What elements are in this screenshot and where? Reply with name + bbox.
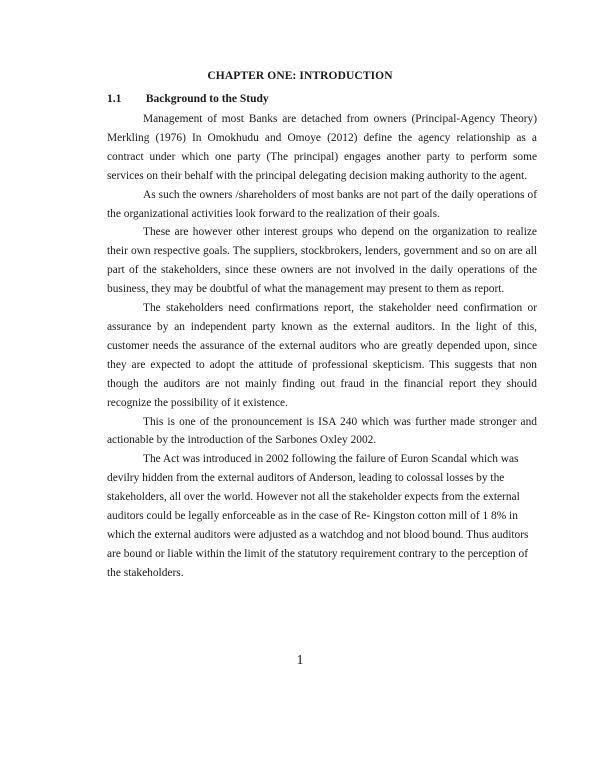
paragraph-4: The stakeholders need confirmations report, the stakeholder need confirmation or assurance by an independent party known as the external auditors. In the light of this, customer needs the assurance of the external auditors who are greatly depended upon, since they are expected to adopt the attitude of professional skepticism. This suggests that non though the auditors are not mainly finding out fraud in the financial report they should recognize the possibility of it existence.	[107, 302, 537, 409]
paragraph-6: The Act was introduced in 2002 following the failure of Euron Scandal which was devilry hidden from the external auditors of Anderson, leading to colossal losses by the stakeholders, all over the world. However not all the stakeholder expects from the external auditors could be legally enforceable as in the case of Re- Kingston cotton mill of 1 8% in which the external auditors were adjusted as a watchdog and not blood bound. Thus auditors are bound or liable within the limit of the statutory requirement contrary to the perception of the stakeholders.	[107, 453, 529, 579]
paragraph-5: This is one of the pronouncement is ISA 240 which was further made stronger and actionable by the introduction of the Sarbones Oxley 2002.	[107, 415, 537, 447]
paragraph-1: Management of most Banks are detached from owners (Principal-Agency Theory) Merkling (1976) In Omokhudu and Omoye (2012) define the agency relationship as a contract under which one party (The principal) engages another party to perform some services on their behalf with the principal delegating decision making authority to the agent.	[107, 113, 537, 182]
section-number: 1.1	[107, 93, 122, 105]
section-title: Background to the Study	[145, 93, 269, 105]
body-text	[107, 110, 537, 583]
section-heading	[107, 93, 269, 105]
page-number: 1	[296, 653, 304, 668]
chapter-title: CHAPTER ONE: INTRODUCTION	[207, 70, 393, 82]
paragraph-3: These are however other interest groups who depend on the organization to realize their own respective goals. The suppliers, stockbrokers, lenders, government and so on are all part of the stakeholders, since these owners are not involved in the daily operations of the business, they may be doubtful of what the management may present to them as report.	[107, 226, 537, 296]
paragraph-2: As such the owners /shareholders of most banks are not part of the daily operations of the organizational activities look forward to the realization of their goals.	[107, 188, 537, 220]
